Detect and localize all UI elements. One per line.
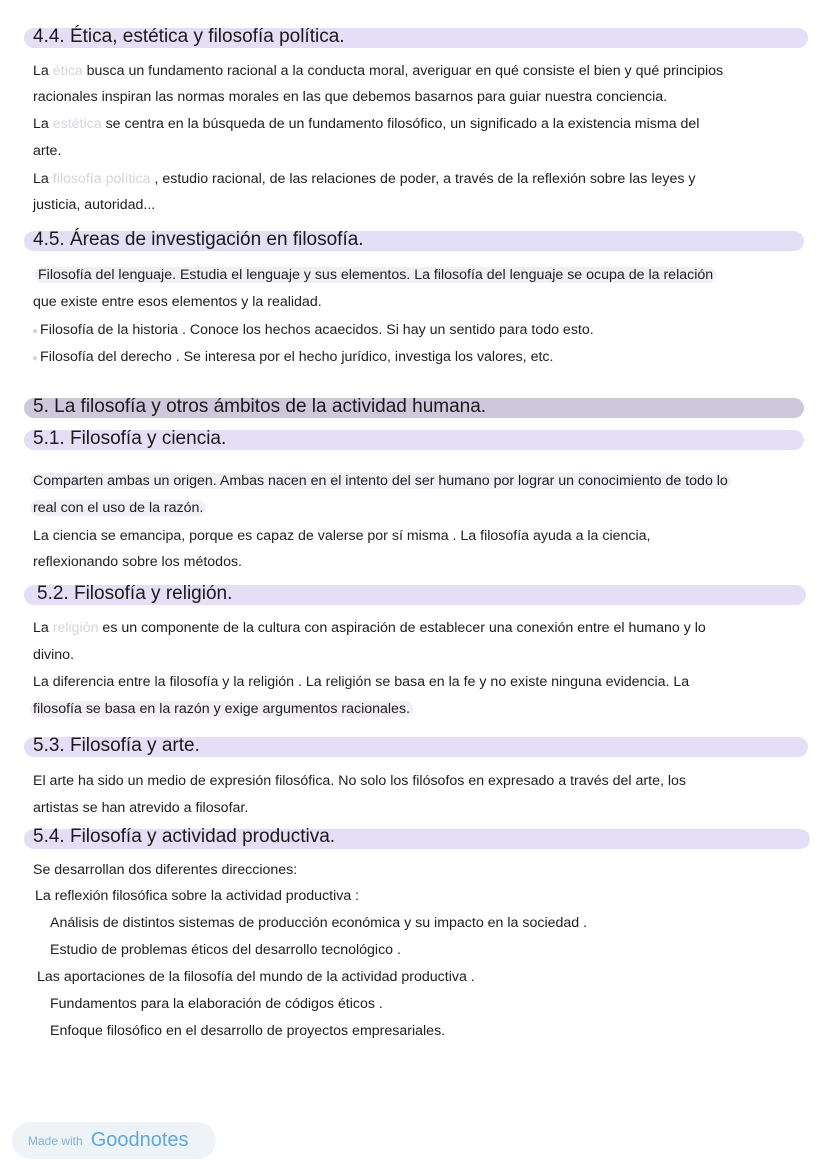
text-line: ● Filosofía de la historia . Conoce los hechos acaecidos. Si hay un sentido para todo esto.: [32, 322, 594, 338]
bullet-icon: ●: [32, 353, 39, 364]
text-line: Estudio de problemas éticos del desarrollo tecnológico .: [50, 942, 401, 958]
text-line: Enfoque filosófico en el desarrollo de proyectos empresariales.: [50, 1023, 446, 1039]
badge-made-with: Made with: [28, 1133, 83, 1148]
faded-word: ética: [52, 63, 83, 79]
text-line: justicia, autoridad...: [33, 197, 156, 213]
text-line: La estética se centra en la búsqueda de un fundamento filosófico, un significado a la existencia misma del: [33, 116, 700, 132]
text-line: Filosofía del lenguaje. Estudia el lenguaje y sus elementos. La filosofía del lenguaje se ocupa de la relación: [35, 265, 716, 285]
text-line: Análisis de distintos sistemas de producción económica y su impacto en la sociedad .: [50, 915, 588, 931]
heading-5-4: 5.4. Filosofía y actividad productiva.: [33, 826, 336, 847]
bullet-icon: ●: [32, 326, 39, 337]
faded-word: estética: [52, 116, 102, 132]
text-line: racionales inspiran las normas morales en las que debemos basarnos para guiar nuestra conciencia.: [33, 89, 668, 105]
text-line: que existe entre esos elementos y la realidad.: [33, 294, 322, 310]
text-line: La ciencia se emancipa, porque es capaz de valerse por sí misma . La filosofía ayuda a la ciencia,: [33, 528, 651, 544]
heading-5-3: 5.3. Filosofía y arte.: [33, 735, 200, 756]
text-line: El arte ha sido un medio de expresión filosófica. No solo los filósofos en expresado a través del arte, los: [33, 773, 686, 789]
text-line: reflexionando sobre los métodos.: [33, 554, 242, 570]
heading-4-4: 4.4. Ética, estética y filosofía política.: [33, 26, 345, 47]
text-line: La diferencia entre la filosofía y la religión . La religión se basa en la fe y no existe ninguna evidencia. La: [33, 674, 690, 690]
goodnotes-logo: Goodnotes: [90, 1129, 189, 1151]
text-line: La filosofía política , estudio racional, de las relaciones de poder, a través de la reflexión sobre las leyes y: [33, 171, 696, 187]
heading-5-2: 5.2. Filosofía y religión.: [37, 583, 233, 604]
text-line: Se desarrollan dos diferentes direcciones:: [33, 862, 298, 878]
goodnotes-badge: [12, 1122, 216, 1159]
text-line: La ética busca un fundamento racional a la conducta moral, averiguar en qué consiste el bien y qué principios: [33, 63, 724, 79]
text-line: Las aportaciones de la filosofía del mundo de la actividad productiva .: [37, 969, 475, 985]
text-line: divino.: [33, 647, 75, 663]
heading-4-5: 4.5. Áreas de investigación en filosofía.: [33, 229, 364, 250]
text-line: real con el uso de la razón.: [30, 498, 206, 518]
text-line: artistas se han atrevido a filosofar.: [33, 800, 249, 816]
text-line: La reflexión filosófica sobre la actividad productiva :: [35, 888, 360, 904]
text-line: ● Filosofía del derecho . Se interesa por el hecho jurídico, investiga los valores, etc.: [32, 349, 554, 365]
text-line: filosofía se basa en la razón y exige argumentos racionales.: [30, 699, 413, 719]
text-line: La religión es un componente de la cultura con aspiración de establecer una conexión entre el humano y lo: [33, 620, 706, 636]
faded-word: religión: [52, 620, 99, 636]
text-line: arte.: [33, 143, 62, 159]
heading-5: 5. La filosofía y otros ámbitos de la actividad humana.: [33, 396, 487, 417]
faded-word: filosofía política: [52, 171, 151, 187]
text-line: Fundamentos para la elaboración de códigos éticos .: [50, 996, 383, 1012]
heading-5-1: 5.1. Filosofía y ciencia.: [33, 428, 227, 449]
text-line: Comparten ambas un origen. Ambas nacen en el intento del ser humano por lograr un conocimiento de todo lo: [30, 471, 731, 491]
